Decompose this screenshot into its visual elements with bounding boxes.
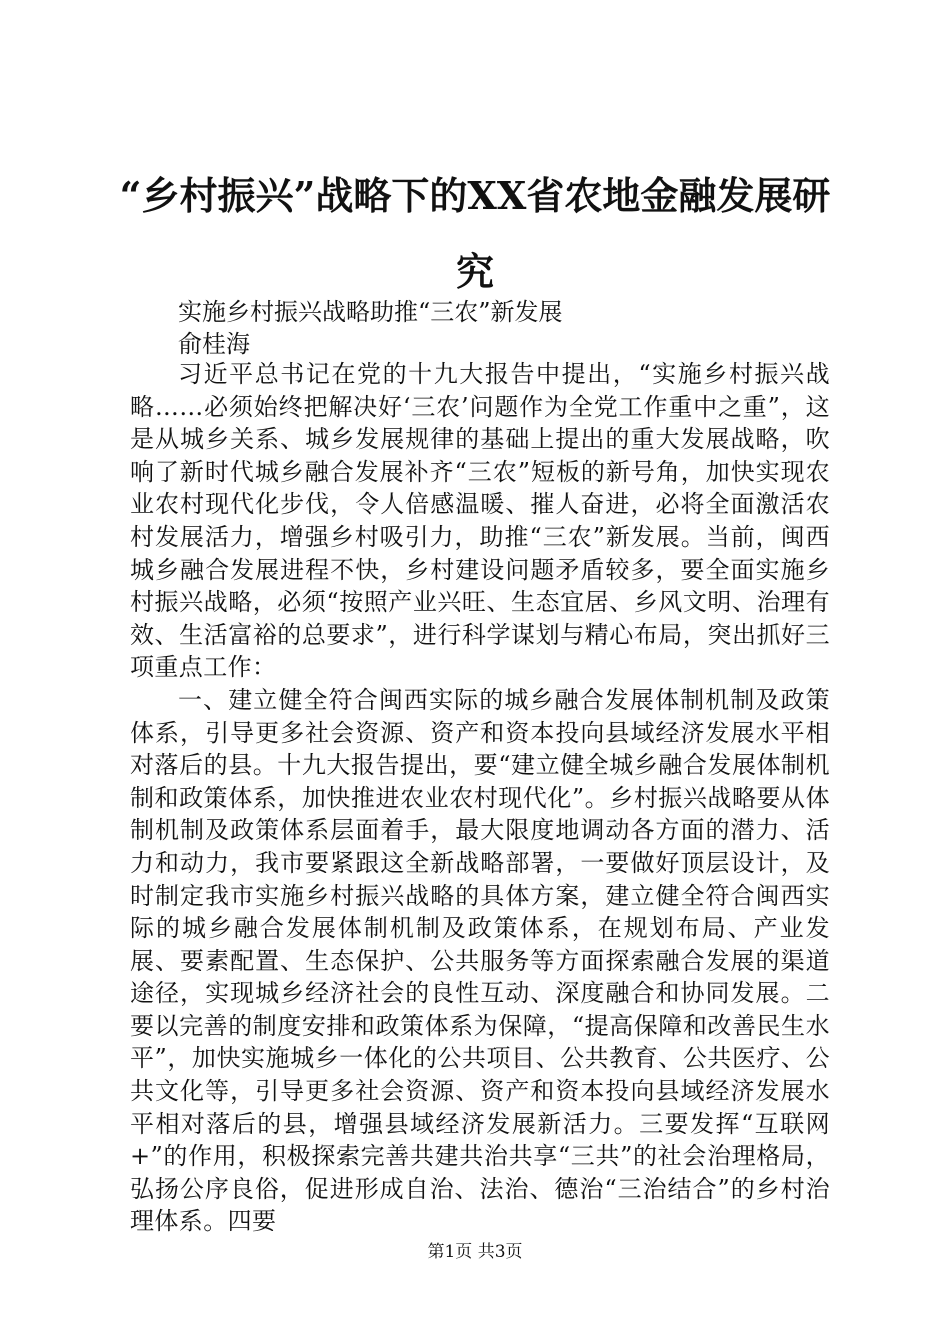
document-title: “乡村振兴”战略下的XX省农地金融发展研究 — [119, 173, 831, 294]
document-body — [130, 358, 830, 1238]
document-subtitle: 实施乡村振兴战略助推“三农”新发展 — [178, 298, 563, 326]
document-author: 俞桂海 — [178, 330, 250, 358]
body-paragraph: 习近平总书记在党的十九大报告中提出，“实施乡村振兴战略……必须始终把解决好‘三农’问题作为全党工作重中之重”，这是从城乡关系、城乡发展规律的基础上提出的重大发展战略，吹响了新时代城乡融合发展补齐“三农”短板的新号角，加快实现农业农村现代化步伐，令人倍感温暖、摧人奋进，必将全面激活农村发展活力，增强乡村吸引力，助推“三农”新发展。当前，闽西城乡融合发展进程不快，乡村建设问题矛盾较多，要全面实施乡村振兴战略，必须“按照产业兴旺、生态宜居、乡风文明、治理有效、生活富裕的总要求”，进行科学谋划与精心布局，突出抓好三项重点工作： — [130, 360, 830, 682]
body-paragraph: 一、建立健全符合闽西实际的城乡融合发展体制机制及政策体系，引导更多社会资源、资产和资本投向县域经济发展水平相对落后的县。十九大报告提出，要“建立健全城乡融合发展体制机制和政策体系，加快推进农业农村现代化”。乡村振兴战略要从体制机制及政策体系层面着手，最大限度地调动各方面的潜力、活力和动力，我市要紧跟这全新战略部署，一要做好顶层设计，及时制定我市实施乡村振兴战略的具体方案，建立健全符合闽西实际的城乡融合发展体制机制及政策体系，在规划布局、产业发展、要素配置、生态保护、公共服务等方面探索融合发展的渠道途径，实现城乡经济社会的良性互动、深度融合和协同发展。二要以完善的制度安排和政策体系为保障，“提高保障和改善民生水平”，加快实施城乡一体化的公共项目、公共教育、公共医疗、公共文化等，引导更多社会资源、资产和资本投向县域经济发展水平相对落后的县，增强县域经济发展新活力。三要发挥“互联网+”的作用，积极探索完善共建共治共享“三共”的社会治理格局，弘扬公序良俗，促进形成自治、法治、德治“三治结合”的乡村治理体系。四要 — [130, 685, 830, 1236]
page-number-footer: 第1页 共3页 — [427, 1242, 523, 1262]
